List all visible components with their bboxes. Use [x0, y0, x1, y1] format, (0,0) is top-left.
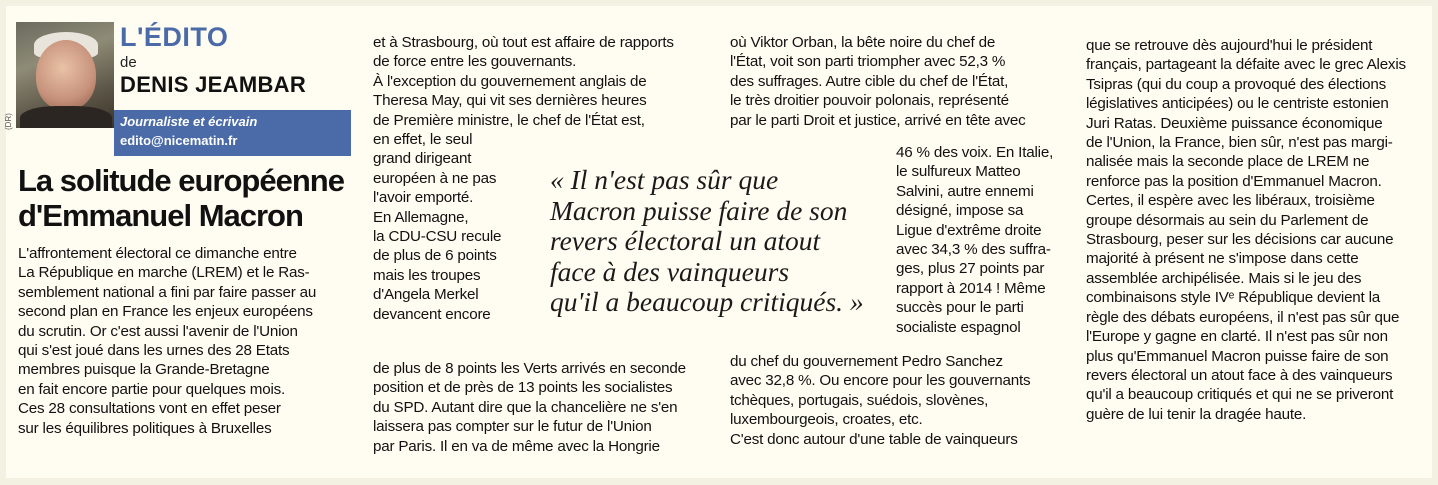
text-line: assemblée archipélisée. Mais si le jeu des [1086, 269, 1362, 287]
text-line: L'affrontement électoral ce dimanche entre [18, 245, 297, 262]
text-line: du SPD. Autant dire que la chancelière ne s'en [373, 398, 678, 416]
text-line: ges, plus 27 points par [896, 260, 1045, 278]
text-line: rapport à 2014 ! Même [896, 279, 1046, 297]
text-line: devancent encore [373, 305, 491, 323]
text-line: l'Europe y gagne en clarté. Il n'est pas sûr non [1086, 328, 1388, 346]
text-line: laissera pas compter sur le futur de l'Union [373, 418, 652, 436]
text-line: socialiste espagnol [896, 318, 1021, 336]
text-line: 46 % des voix. En Italie, [896, 144, 1054, 161]
text-line: du scrutin. Or c'est aussi l'avenir de l'Union [18, 322, 298, 340]
text-line: grand dirigeant [373, 150, 472, 168]
text-line: succès pour le parti [896, 299, 1024, 317]
pull-quote [550, 165, 864, 318]
text-line: règle des débats européens, il n'est pas sûr que [1086, 308, 1400, 326]
text-line: combinaisons style IVᵉ République devient la [1086, 289, 1381, 307]
text-line: position et de près de 13 points les socialistes [373, 379, 673, 397]
text-line: membres puisque la Grande-Bretagne [18, 361, 270, 379]
text-line: en fait encore partie pour quelques mois. [18, 380, 286, 398]
text-line: C'est donc autour d'une table de vainqueurs [730, 430, 1018, 448]
text-line: de force entre les gouvernants. [373, 53, 577, 71]
text-line: d'Angela Merkel [373, 286, 479, 304]
column-3-narrow [896, 143, 1053, 337]
text-line: second plan en France les enjeux européens [18, 303, 313, 321]
text-line: français, partageant la défaite avec le grec Alexis [1086, 56, 1406, 74]
text-line: de plus de 6 points [373, 247, 497, 265]
text-line: de l'Union, la France, bien sûr, n'est pas margi- [1086, 134, 1393, 152]
text-line: Certes, il espère avec les libéraux, troisième [1086, 192, 1375, 210]
text-line: sur les équilibres politiques à Bruxelles [18, 419, 272, 437]
text-line: de Première ministre, le chef de l'État est, [373, 111, 645, 129]
text-line: désigné, impose sa [896, 202, 1024, 220]
text-line: des suffrages. Autre cible du chef de l'État, [730, 72, 1009, 90]
text-line: Strasbourg, peser sur les décisions car aucune [1086, 231, 1394, 249]
text-line: La République en marche (LREM) et le Ras- [18, 264, 310, 282]
text-line: le sulfureux Matteo [896, 163, 1021, 181]
quote-line: « Il n'est pas sûr que [550, 164, 779, 195]
text-line: renforce pas la position d'Emmanuel Macron. [1086, 172, 1382, 190]
text-line: semblement national a fini par faire passer au [18, 283, 317, 301]
column-4 [1086, 36, 1406, 424]
author-role: Journaliste et écrivain [120, 114, 258, 129]
text-line: Theresa May, qui vit ses dernières heures [373, 92, 647, 110]
photo-credit: (DR) [4, 113, 13, 130]
text-line: Ces 28 consultations vont en effet peser [18, 400, 281, 418]
text-line: qui s'est joué dans les urnes des 28 Etats [18, 342, 290, 360]
text-line: luxembourgeois, croates, etc. [730, 411, 923, 429]
author-bio-box [114, 110, 351, 156]
title-line: La solitude européenne [18, 163, 344, 198]
text-line: plus qu'Emmanuel Macron puisse faire de son [1086, 347, 1389, 365]
text-line: qu'il a beaucoup critiqués et qui ne se priveront [1086, 386, 1394, 404]
column-3-bottom [730, 352, 1030, 449]
text-line: l'avoir emporté. [373, 189, 474, 207]
column-2-top [373, 33, 674, 130]
column-2-bottom [373, 359, 686, 456]
text-line: en effet, le seul [373, 131, 473, 148]
text-line: par Paris. Il en va de même avec la Hongrie [373, 437, 660, 455]
text-line: que se retrouve dès aujourd'hui le président [1086, 37, 1373, 54]
text-line: le très droitier pouvoir polonais, représenté [730, 92, 1009, 110]
text-line: la CDU-CSU recule [373, 228, 502, 246]
text-line: groupe désormais au sein du Parlement de [1086, 211, 1369, 229]
text-line: Ligue d'extrême droite [896, 221, 1042, 239]
text-line: revers électoral un atout face à des vainqueurs [1086, 366, 1393, 384]
quote-line: face à des vainqueurs [550, 255, 790, 287]
text-line: Salvini, autre ennemi [896, 182, 1034, 200]
quote-line: qu'il a beaucoup critiqués. » [550, 286, 864, 317]
author-email[interactable]: edito@nicematin.fr [120, 133, 238, 148]
column-1 [18, 244, 316, 438]
title-line: d'Emmanuel Macron [18, 198, 303, 233]
text-line: En Allemagne, [373, 208, 469, 226]
section-label: L'ÉDITO [120, 22, 229, 52]
text-line: du chef du gouvernement Pedro Sanchez [730, 353, 1003, 370]
article-title [18, 163, 344, 233]
text-line: À l'exception du gouvernement anglais de [373, 72, 647, 90]
author-name: DENIS JEAMBAR [120, 72, 307, 97]
text-line: mais les troupes [373, 266, 481, 284]
column-3-top [730, 33, 1026, 130]
text-line: majorité à présent ne s'impose dans cette [1086, 250, 1359, 268]
text-line: Tsipras (qui du coup a provoqué des élections [1086, 75, 1386, 93]
text-line: et à Strasbourg, où tout est affaire de rapports [373, 34, 674, 51]
text-line: où Viktor Orban, la bête noire du chef de [730, 34, 996, 51]
text-line: européen à ne pas [373, 169, 497, 187]
column-2-narrow [373, 130, 501, 324]
text-line: avec 32,8 %. Ou encore pour les gouvernants [730, 372, 1031, 390]
text-line: Juri Ratas. Deuxième puissance économique [1086, 114, 1383, 132]
author-photo [16, 22, 114, 128]
quote-line: Macron puisse faire de son [550, 194, 848, 226]
text-line: de plus de 8 points les Verts arrivés en seconde [373, 360, 686, 377]
quote-line: revers électoral un atout [550, 225, 821, 256]
text-line: par le parti Droit et justice, arrivé en tête avec [730, 111, 1026, 129]
text-line: législatives anticipées) ou le centriste estonien [1086, 95, 1389, 113]
text-line: l'État, voit son parti triompher avec 52,3 % [730, 53, 1006, 71]
text-line: guère de lui tenir la dragée haute. [1086, 405, 1307, 423]
text-line: avec 34,3 % des suffra- [896, 241, 1051, 259]
text-line: tchèques, portugais, suédois, slovènes, [730, 391, 989, 409]
text-line: nalisée mais la seconde place de LREM ne [1086, 153, 1370, 171]
byline-de: de [120, 54, 137, 71]
